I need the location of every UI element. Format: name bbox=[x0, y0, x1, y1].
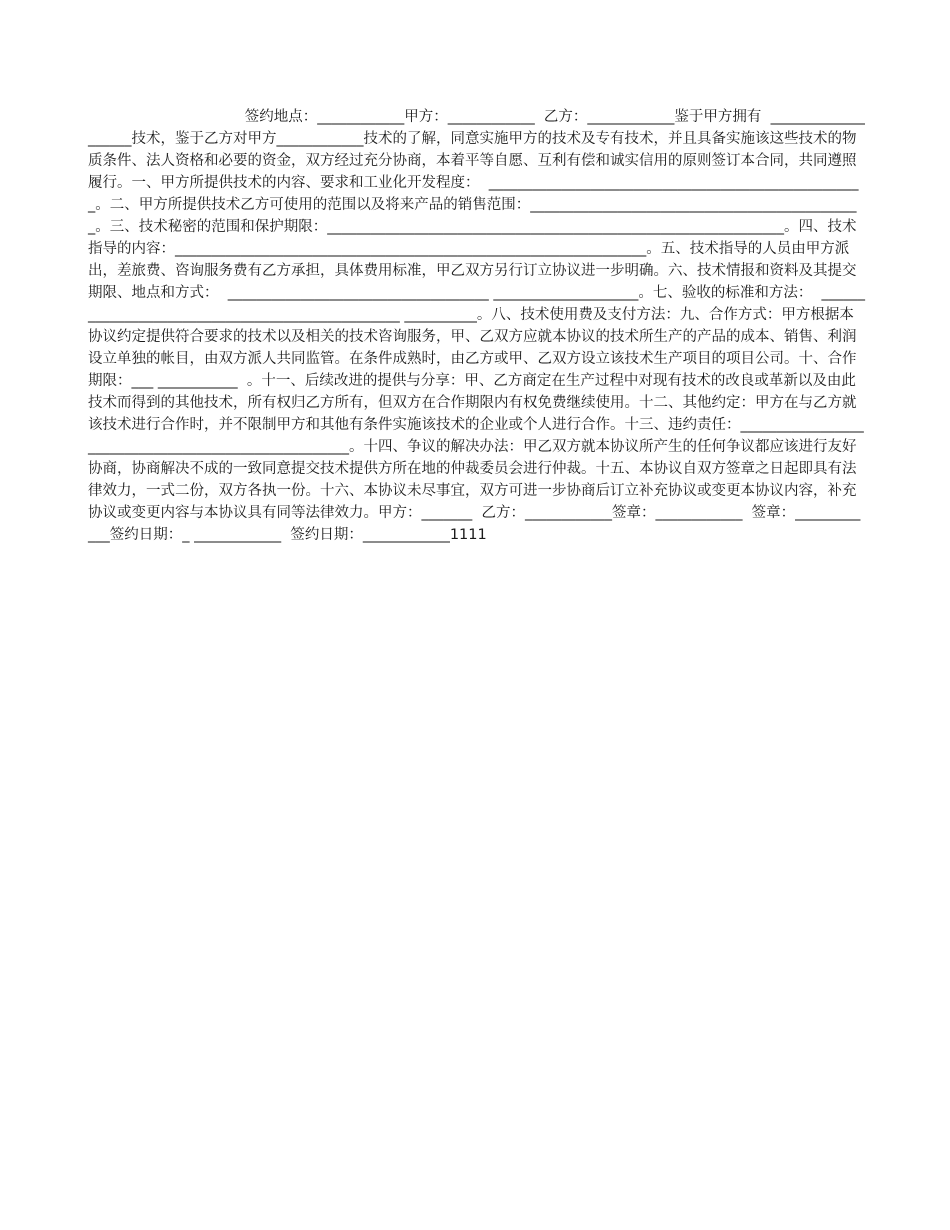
contract-body-text: 签约地点：____________甲方：____________ 乙方：____________鉴于甲方拥有 ___________________技术，鉴于乙方对甲方____________技术的了解，同意实施甲方的技术及专有技术，并且具备实施该这些技术的物质条件、法人资格和必要的资金，双方经过充分协商，本着平等自愿、互利有偿和诚实信用的原则签订本合同，共同遵照履行。一、甲方所提供技术的内容、要求和工业化开发程度： ____________________________________________________。二、甲方所提供技术乙方可使用的范围以及将来产品的销售范围：______________________________________________。三、技术秘密的范围和保护期限：_______________________________________________________________。四、技术指导的内容：_________________________________________________________________。五、技术指导的人员由甲方派出，差旅费、咨询服务费有乙方承担，具体费用标准，甲乙双方另行订立协议进一步明确。六、技术情报和资料及其提交期限、地点和方式： ____________________________________ ____________________。七、验收的标准和方法： _________________________________________________ __________。八、技术使用费及支付方法：九、合作方式：甲方根据本协议约定提供符合要求的技术以及相关的技术咨询服务，甲、乙双方应就本协议的技术所生产的产品的成本、销售、利润设立单独的帐目，由双方派人共同监管。在条件成熟时，由乙方或甲、乙双方设立该技术生产项目的项目公司。十、合作期限：___ ___________ 。十一、后续改进的提供与分享：甲、乙方商定在生产过程中对现有技术的改良或革新以及由此技术而得到的其他技术，所有权归乙方所有，但双方在合作期限内有权免费继续使用。十二、其他约定：甲方在与乙方就该技术进行合作时，并不限制甲方和其他有条件实施该技术的企业或个人进行合作。十三、违约责任：_____________________________________________________。十四、争议的解决办法：甲乙双方就本协议所产生的任何争议都应该进行友好协商，协商解决不成的一致同意提交技术提供方所在地的仲裁委员会进行仲裁。十五、本协议自双方签章之日起即具有法律效力，一式二份，双方各执一份。十六、本协议未尽事宜，双方可进一步协商后订立补充协议或变更本协议内容，补充协议或变更内容与本协议具有同等法律效力。甲方：_______ 乙方：____________签章：____________ 签章：____________签约日期：_ ____________ 签约日期：____________1111 bbox=[88, 109, 866, 543]
